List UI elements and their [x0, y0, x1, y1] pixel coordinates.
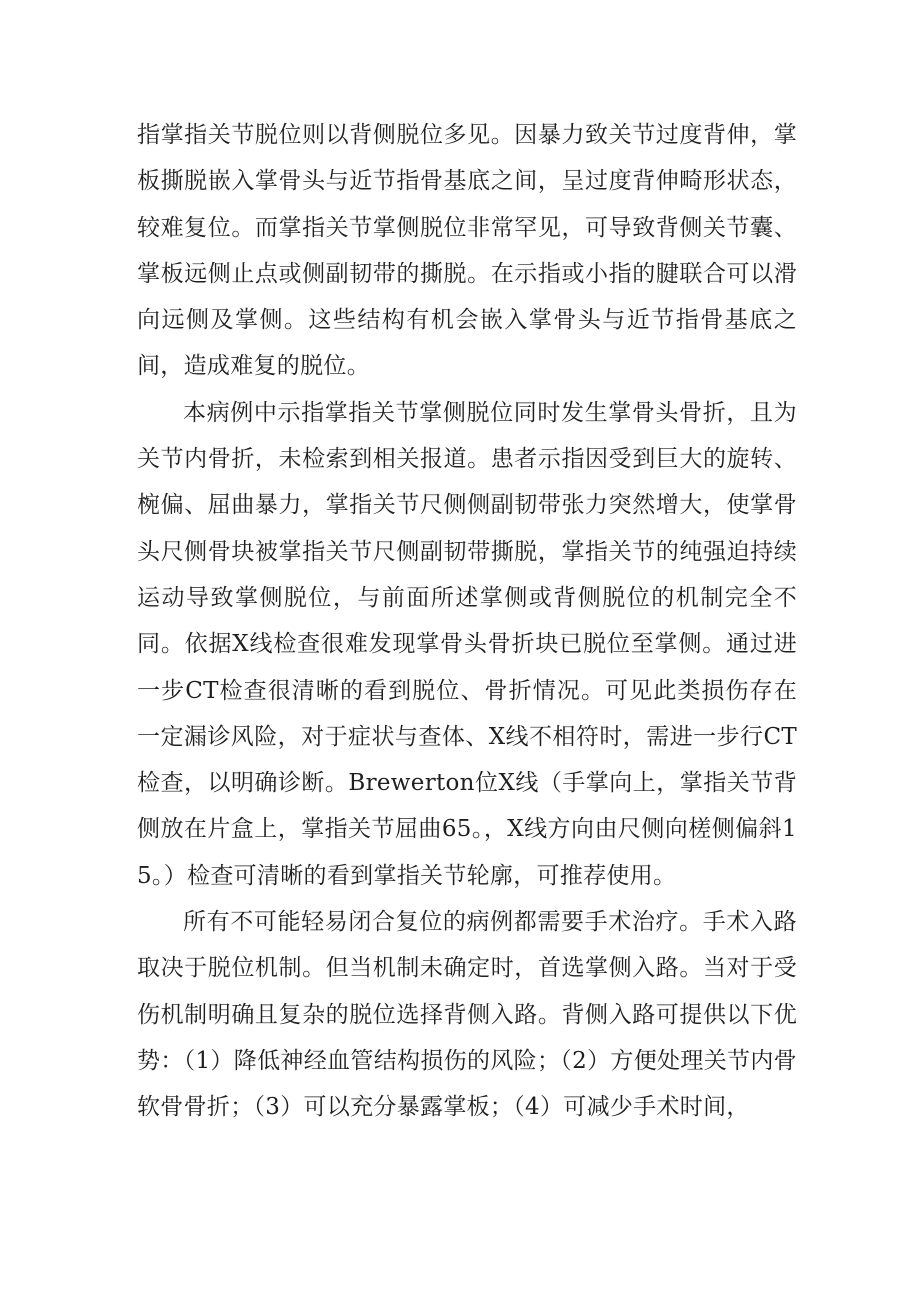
document-body — [137, 112, 797, 1131]
paragraph-surgical-approach: 所有不可能轻易闭合复位的病例都需要手术治疗。手术入路取决于脱位机制。但当机制未确定时，首选掌侧入路。当对于受伤机制明确且复杂的脱位选择背侧入路。背侧入路可提供以下优势：（1）降低神经血管结构损伤的风险；（2）方便处理关节内骨软骨骨折；（3）可以充分暴露掌板；（4）可减少手术时间， — [137, 909, 797, 1121]
paragraph-case-discussion: 本病例中示指掌指关节掌侧脱位同时发生掌骨头骨折，且为关节内骨折，未检索到相关报道。患者示指因受到巨大的旋转、椀偏、屈曲暴力，掌指关节尺侧侧副韧带张力突然增大，使掌骨头尺侧骨块被掌指关节尺侧副韧带撕脱，掌指关节的纯强迫持续运动导致掌侧脱位，与前面所述掌侧或背侧脱位的机制完全不同。依据X线检查很难发现掌骨头骨折块已脱位至掌侧。通过进一步CT检查很清晰的看到脱位、骨折情况。可见此类损伤存在一定漏诊风险，对于症状与查体、X线不相符时，需进一步行CT检查，以明确诊断。Brewerton位X线（手掌向上，掌指关节背侧放在片盒上，掌指关节屈曲65。，X线方向由尺侧向槎侧偏斜15。）检查可清晰的看到掌指关节轮廓，可推荐使用。 — [137, 399, 797, 889]
paragraph-continued: 指掌指关节脱位则以背侧脱位多见。因暴力致关节过度背伸，掌板撕脱嵌入掌骨头与近节指骨基底之间，呈过度背伸畸形状态，较难复位。而掌指关节掌侧脱位非常罕见，可导致背侧关节囊、掌板远侧止点或侧副韧带的撕脱。在示指或小指的腱联合可以滑向远侧及掌侧。这些结构有机会嵌入掌骨头与近节指骨基底之间，造成难复的脱位。 — [137, 122, 797, 380]
